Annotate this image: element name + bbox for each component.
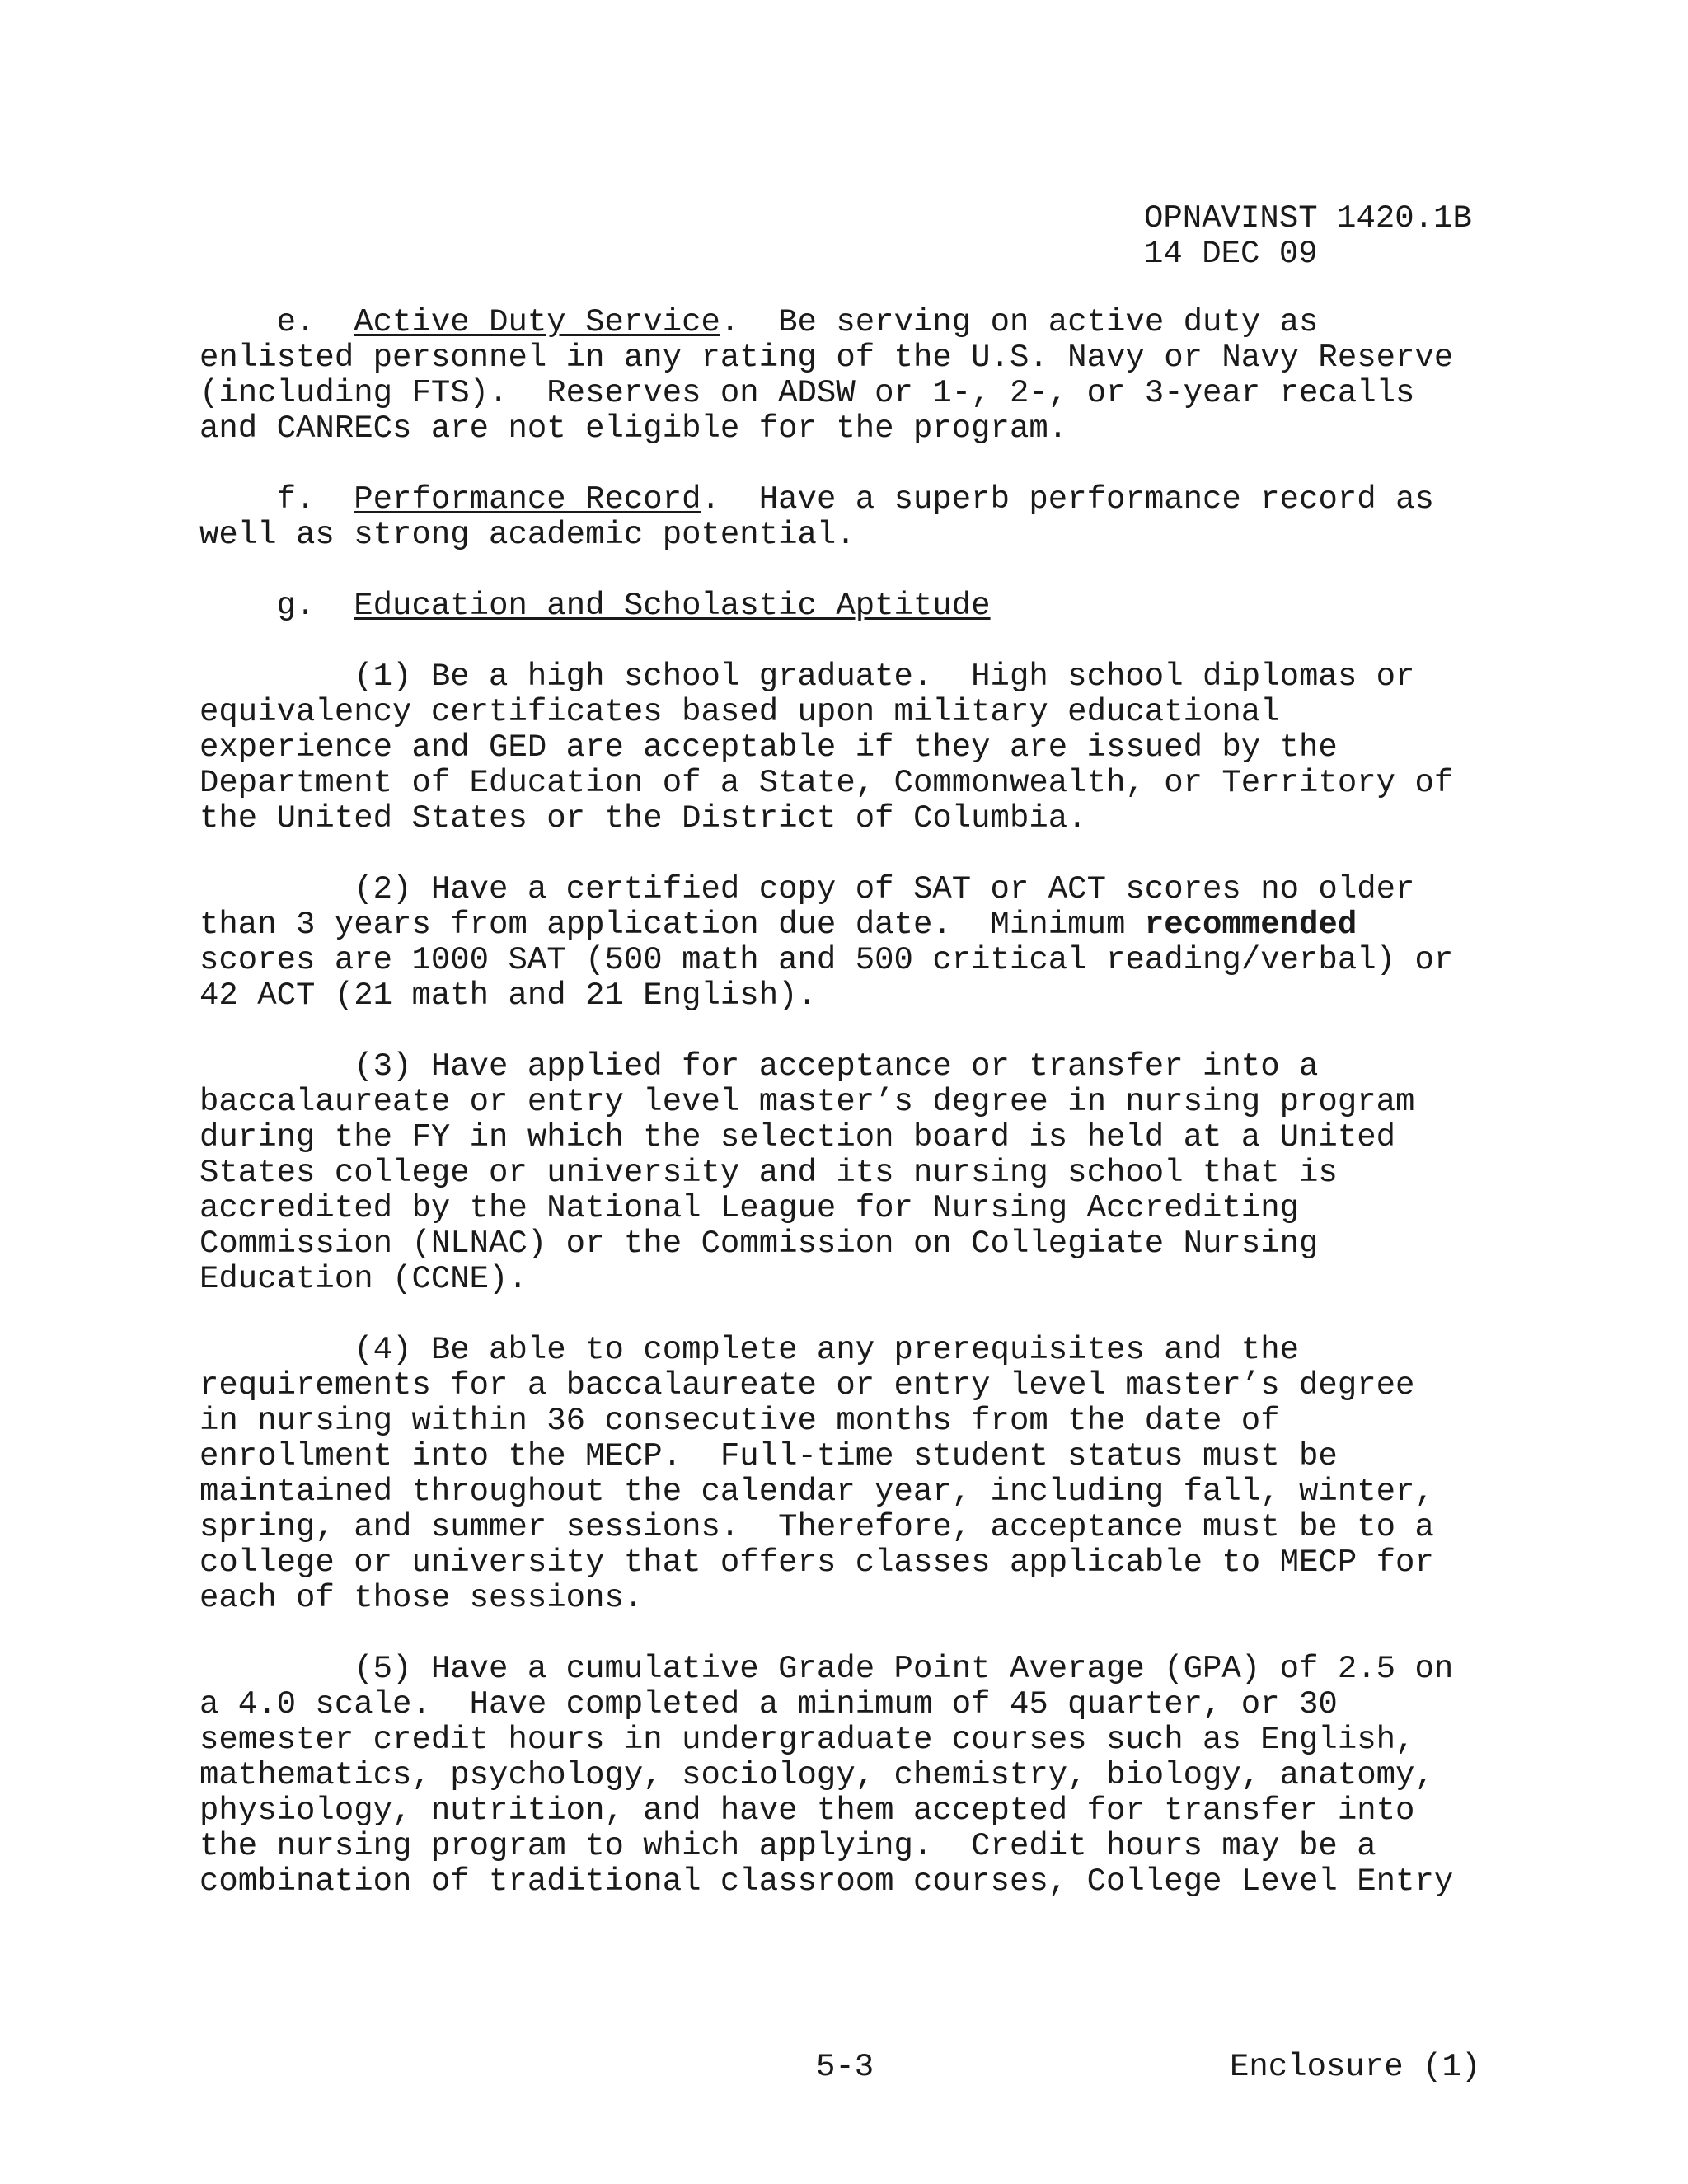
document-header [1144, 201, 1606, 272]
paragraph-g-title: Education and Scholastic Aptitude [354, 588, 991, 624]
page-number: 5-3 [816, 2049, 874, 2085]
instruction-number: OPNAVINST 1420.1B [1144, 200, 1472, 237]
enclosure-label: Enclosure (1) [1230, 2049, 1481, 2085]
paragraph-f: f. Performance Record. Have a superb performance record as well as strong academic potential. [199, 481, 1434, 553]
paragraph-g-label: g. [276, 588, 316, 624]
subparagraph-2: (2) Have a certified copy of SAT or ACT scores no older than 3 years from application due date. Minimum recommended scores are 1000 SAT (500 math and 500 critical reading/verbal) or 42 ACT (21 math and 21 English). [199, 871, 1454, 1014]
document-body [199, 305, 1502, 1935]
paragraph-e-title: Active Duty Service [354, 304, 720, 340]
paragraph-e: e. Active Duty Service. Be serving on active duty as enlisted personnel in any rating of the U.S. Navy or Navy Reserve (including FTS). Reserves on ADSW or 1-, 2-, or 3-year recalls and CANRECs are not eligible for the program. [199, 304, 1454, 447]
paragraph-f-label: f. [276, 481, 316, 518]
subparagraph-5: (5) Have a cumulative Grade Point Average (GPA) of 2.5 on a 4.0 scale. Have completed a minimum of 45 quarter, or 30 semester credit hours in undergraduate courses such as English, mathematics, psychology, sociology, chemistry, biology, anatomy, physiology, nutrition, and have them accepted for transfer into the nursing program to which applying. Credit hours may be a combination of traditional classroom courses, College Level Entry [199, 1651, 1454, 1900]
emphasis-recommended: recommended [1144, 907, 1357, 943]
instruction-date: 14 DEC 09 [1144, 236, 1318, 272]
paragraph-f-title: Performance Record [354, 481, 701, 518]
subparagraph-1: (1) Be a high school graduate. High school diplomas or equivalency certificates based upon military educational experience and GED are acceptable if they are issued by the Department of Education of a State, Commonwealth, or Territory of the United States or the District of Columbia. [199, 658, 1454, 837]
subparagraph-3: (3) Have applied for acceptance or transfer into a baccalaureate or entry level master’s degree in nursing program during the FY in which the selection board is held at a United States college or university and its nursing school that is accredited by the National League for Nursing Accrediting Commission (NLNAC) or the Commission on Collegiate Nursing Education (CCNE). [199, 1048, 1415, 1297]
subparagraph-4: (4) Be able to complete any prerequisites and the requirements for a baccalaureate or entry level master’s degree in nursing within 36 consecutive months from the date of enrollment into the MECP. Full-time student status must be maintained throughout the calendar year, including fall, winter, spring, and summer sessions. Therefore, acceptance must be to a college or university that offers classes applicable to MECP for each of those sessions. [199, 1332, 1434, 1616]
paragraph-e-label: e. [276, 304, 316, 340]
paragraph-g [199, 588, 1502, 624]
